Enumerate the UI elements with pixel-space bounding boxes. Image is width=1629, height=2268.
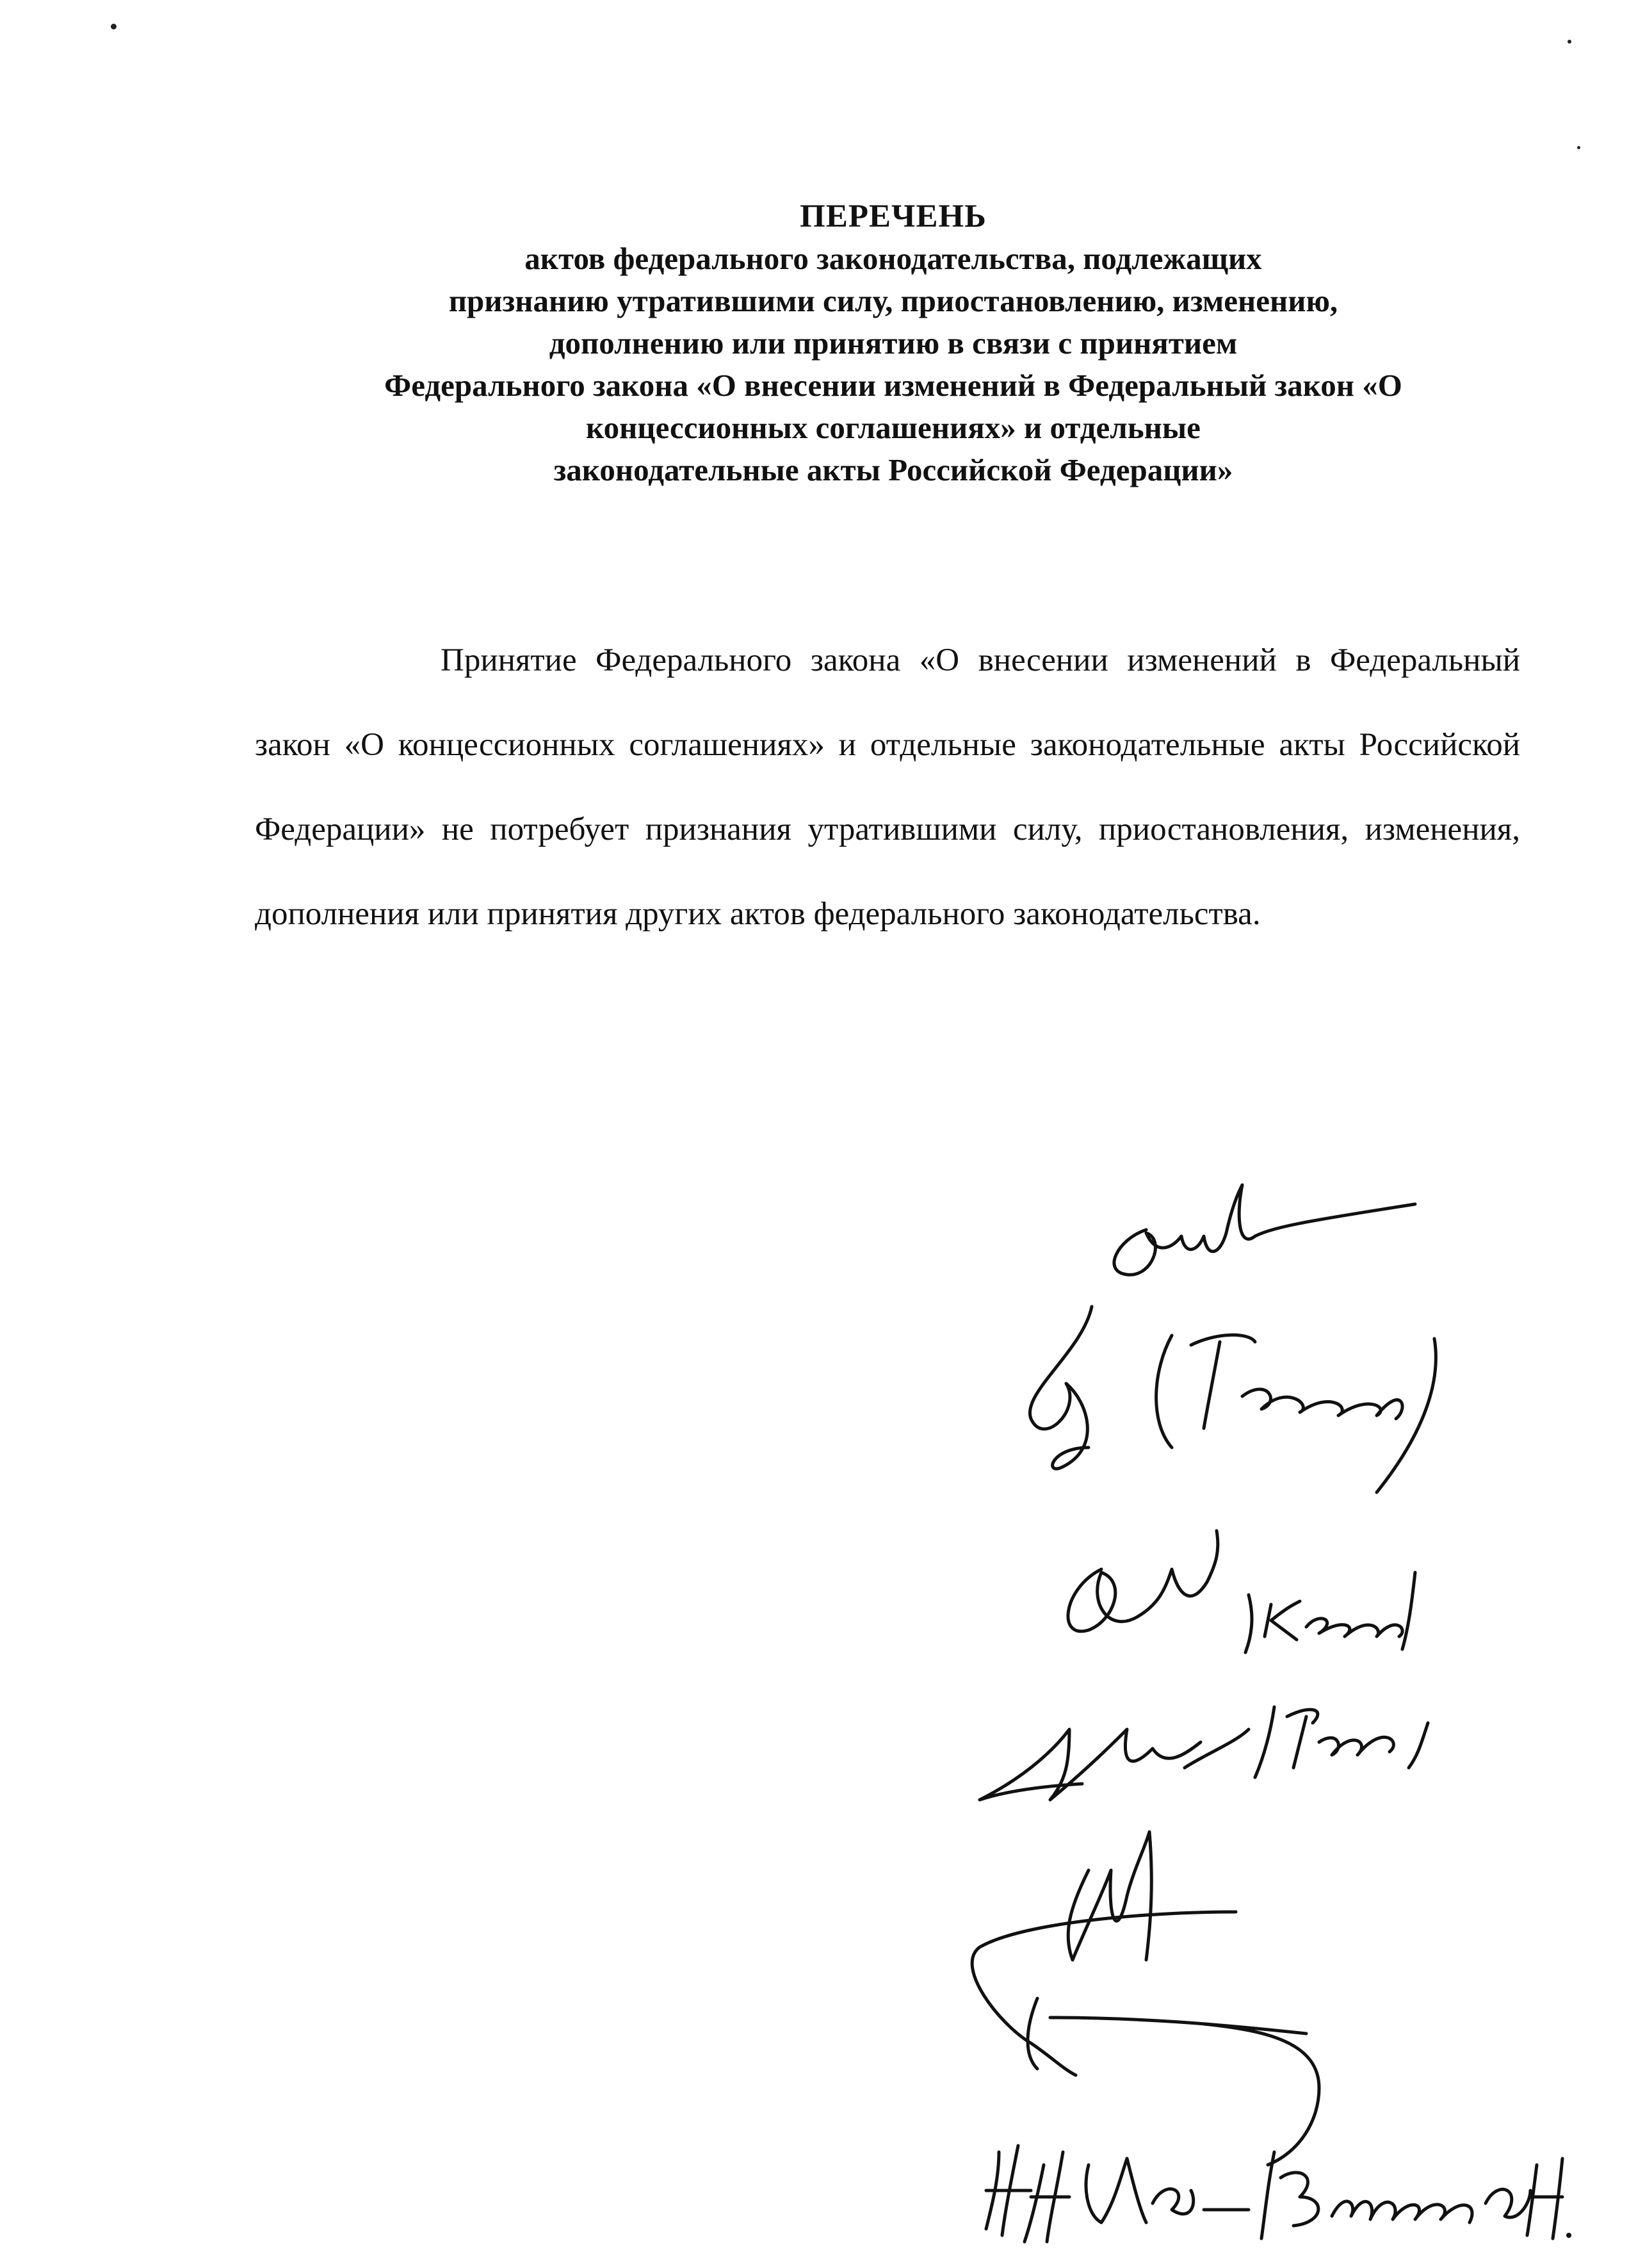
title-line: Федерального закона «О внесении изменений в Федеральный закон «О: [384, 368, 1402, 403]
scan-speck: [1568, 40, 1571, 44]
signature-4: [980, 1707, 1428, 1800]
title-line: актов федерального законодательства, подлежащих: [524, 241, 1262, 276]
signature-5: [1068, 1832, 1151, 1960]
signature-6: [972, 1912, 1319, 2165]
signature-1: [1114, 1185, 1415, 1275]
title-line: признанию утратившими силу, приостановлению, изменению,: [448, 283, 1338, 318]
signature-2: [1030, 1307, 1436, 1492]
scan-speck: [1577, 146, 1580, 149]
body-paragraph: Принятие Федерального закона «О внесении изменений в Федеральный закон «О концессионных соглашениях» и отдельные законодательные акты Российской Федерации» не потребует признания утратившими силу, приостановления, изменения, дополнения или принятия других актов федерального законодательства.: [255, 642, 1520, 932]
title-line: дополнению или принятию в связи с принятием: [549, 325, 1238, 361]
title-heading: ПЕРЕЧЕНЬ: [800, 199, 987, 234]
scan-speck: [111, 24, 117, 29]
title-line: законодательные акты Российской Федерации»: [553, 452, 1233, 487]
title-line: концессионных соглашениях» и отдельные: [586, 410, 1201, 445]
signature-3: [1068, 1531, 1415, 1652]
